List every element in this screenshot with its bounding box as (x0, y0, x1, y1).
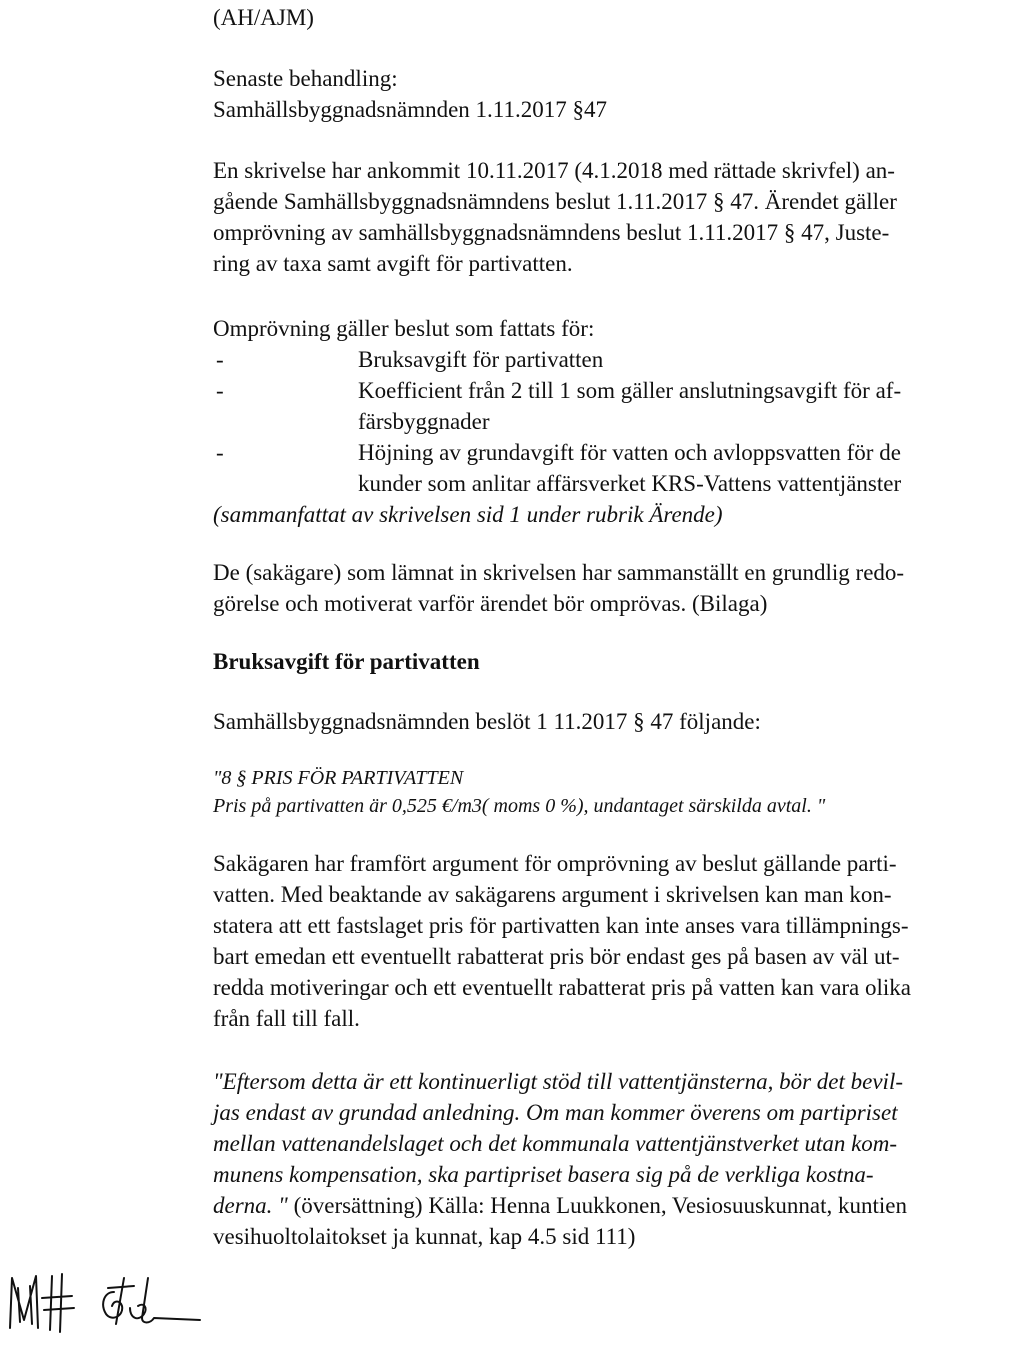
latest-handling-block (213, 63, 607, 125)
citation-line: "Eftersom detta är ett kontinuerligt stöd till vattentjänsterna, bör det bevil- (213, 1069, 903, 1094)
argument-line: från fall till fall. (213, 1006, 360, 1031)
citation-block (213, 1066, 907, 1252)
citation-line: vesihuoltolaitokset ja kunnat, kap 4.5 sid 111) (213, 1224, 636, 1249)
latest-handling-label: Senaste behandling: (213, 66, 398, 91)
argument-paragraph (213, 848, 911, 1034)
citation-line (213, 1190, 907, 1221)
review-list-item (213, 437, 1013, 499)
review-heading: Omprövning gäller beslut som fattats för: (213, 316, 595, 341)
citation-italic-end: derna. " (213, 1193, 288, 1218)
argument-line: bart emedan ett eventuellt rabatterat pris bör endast ges på basen av väl ut- (213, 944, 900, 969)
price-quote (213, 764, 825, 820)
citation-line: munens kompensation, ska partipriset basera sig på de verkliga kostna- (213, 1162, 874, 1187)
list-item-line: färsbyggnader (358, 409, 490, 434)
list-item-line: Bruksavgift för partivatten (358, 347, 604, 372)
parties-line: De (sakägare) som lämnat in skrivelsen har sammanställt en grundlig redo- (213, 560, 905, 585)
review-list-item (213, 375, 1013, 437)
parties-paragraph (213, 557, 904, 619)
list-dash: - (216, 378, 224, 403)
handwritten-initials (4, 1258, 204, 1338)
argument-line: Sakägaren har framfört argument för omprövning av beslut gällande parti- (213, 851, 897, 876)
intro-paragraph (213, 155, 897, 279)
review-summary: (sammanfattat av skrivelsen sid 1 under rubrik Ärende) (213, 502, 723, 527)
argument-line: redda motiveringar och ett eventuellt rabatterat pris på vatten kan vara olika (213, 975, 912, 1000)
list-item-line: Koefficient från 2 till 1 som gäller anslutningsavgift för af- (358, 378, 902, 403)
citation-line: jas endast av grundad anledning. Om man kommer överens om partipriset (213, 1100, 898, 1125)
quote-title: "8 § PRIS FÖR PARTIVATTEN (213, 767, 464, 789)
header-initials: (AH/AJM) (213, 5, 314, 30)
latest-handling-entry: Samhällsbyggnadsnämnden 1.11.2017 §47 (213, 97, 607, 122)
argument-line: vatten. Med beaktande av sakägarens argument i skrivelsen kan man kon- (213, 882, 892, 907)
decision-line: Samhällsbyggnadsnämnden beslöt 1 11.2017 § 47 följande: (213, 709, 761, 734)
argument-line: statera att ett fastslaget pris för partivatten kan inte anses vara tillämpnings- (213, 913, 909, 938)
list-item-line: Höjning av grundavgift för vatten och avloppsvatten för de (358, 440, 901, 465)
review-block (213, 313, 1013, 530)
quote-text: Pris på partivatten är 0,525 €/m3( moms 0 %), undantaget särskilda avtal. " (213, 795, 826, 817)
intro-line: ring av taxa samt avgift för partivatten. (213, 251, 573, 276)
intro-line: gående Samhällsbyggnadsnämndens beslut 1.11.2017 § 47. Ärendet gäller (213, 189, 897, 214)
list-dash: - (216, 440, 224, 465)
intro-line: En skrivelse har ankommit 10.11.2017 (4.1.2018 med rättade skrivfel) an- (213, 158, 895, 183)
list-dash: - (216, 347, 224, 372)
citation-line: mellan vattenandelslaget och det kommunala vattentjänstverket utan kom- (213, 1131, 898, 1156)
citation-source: (översättning) Källa: Henna Luukkonen, Vesiosuuskunnat, kuntien (287, 1193, 908, 1218)
intro-line: omprövning av samhällsbyggnadsnämndens beslut 1.11.2017 § 47, Juste- (213, 220, 890, 245)
parties-line: görelse och motiverat varför ärendet bör omprövas. (Bilaga) (213, 591, 768, 616)
review-list-item (213, 344, 1013, 375)
section-heading: Bruksavgift för partivatten (213, 649, 480, 674)
list-item-line: kunder som anlitar affärsverket KRS-Vattens vattentjänster (358, 471, 902, 496)
